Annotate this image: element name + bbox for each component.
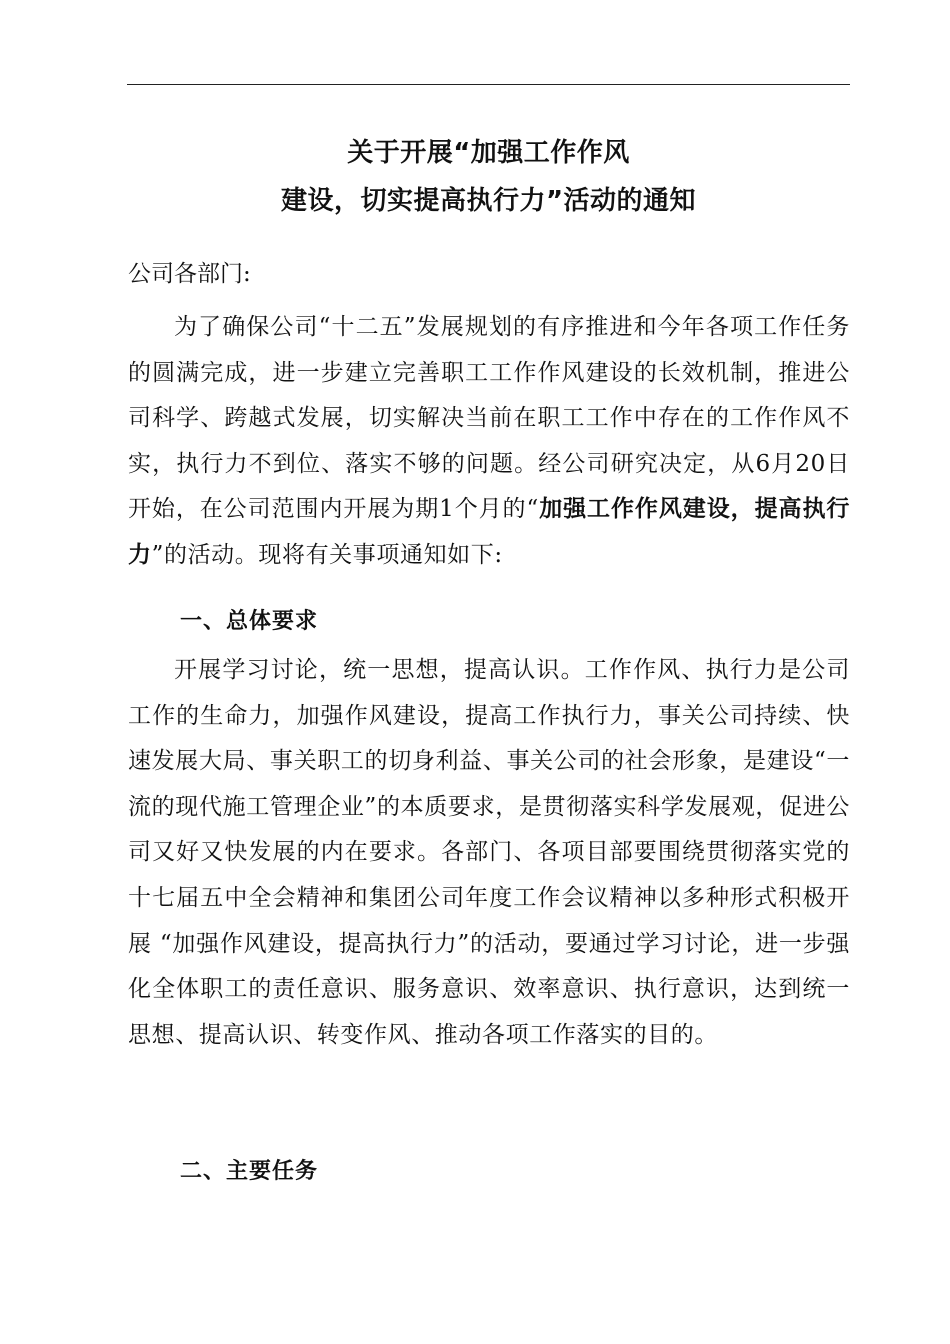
header-rule bbox=[127, 84, 850, 85]
section-1-body: 开展学习讨论，统一思想，提高认识。工作作风、执行力是公司工作的生命力，加强作风建设，提高工作执行力，事关公司持续、快速发展大局、事关职工的切身利益、事关公司的社会形象，是建设“一流的现代施工管理企业”的本质要求，是贯彻落实科学发展观，促进公司又好又快发展的内在要求。各部门、各项目部要围绕贯彻落实党的十七届五中全会精神和集团公司年度工作会议精神以多种形式积极开展 “加强作风建设，提高执行力”的活动，要通过学习讨论，进一步强化全体职工的责任意识、服务意识、效率意识、执行意识，达到统一思想、提高认识、转变作风、推动各项工作落实的目的。 bbox=[128, 657, 850, 1048]
salutation: 公司各部门: bbox=[128, 261, 251, 287]
intro-text-after-bold: ”的活动。现将有关事项通知如下: bbox=[151, 541, 503, 568]
section-2-heading: 二、主要任务 bbox=[180, 1159, 319, 1184]
section-1-heading: 一、总体要求 bbox=[180, 609, 319, 634]
document-title-line-2: 建设，切实提高执行力”活动的通知 bbox=[280, 186, 697, 216]
intro-text-before-bold: 为了确保公司“十二五”发展规划的有序推进和今年各项工作任务的圆满完成，进一步建立完善职工工作作风建设的长效机制，推进公司科学、跨越式发展，切实解决当前在职工工作中存在的工作作风不实，执行力不到位、落实不够的问题。经公司研究决定，从6月20日开始，在公司范围内开展为期1个月的“ bbox=[128, 314, 850, 523]
document-title-line-1: 关于开展“加强工作作风 bbox=[347, 138, 630, 168]
intro-bold-activity-name: 加强工作作风建设，提高执行力 bbox=[128, 496, 850, 568]
intro-paragraph bbox=[128, 305, 850, 579]
